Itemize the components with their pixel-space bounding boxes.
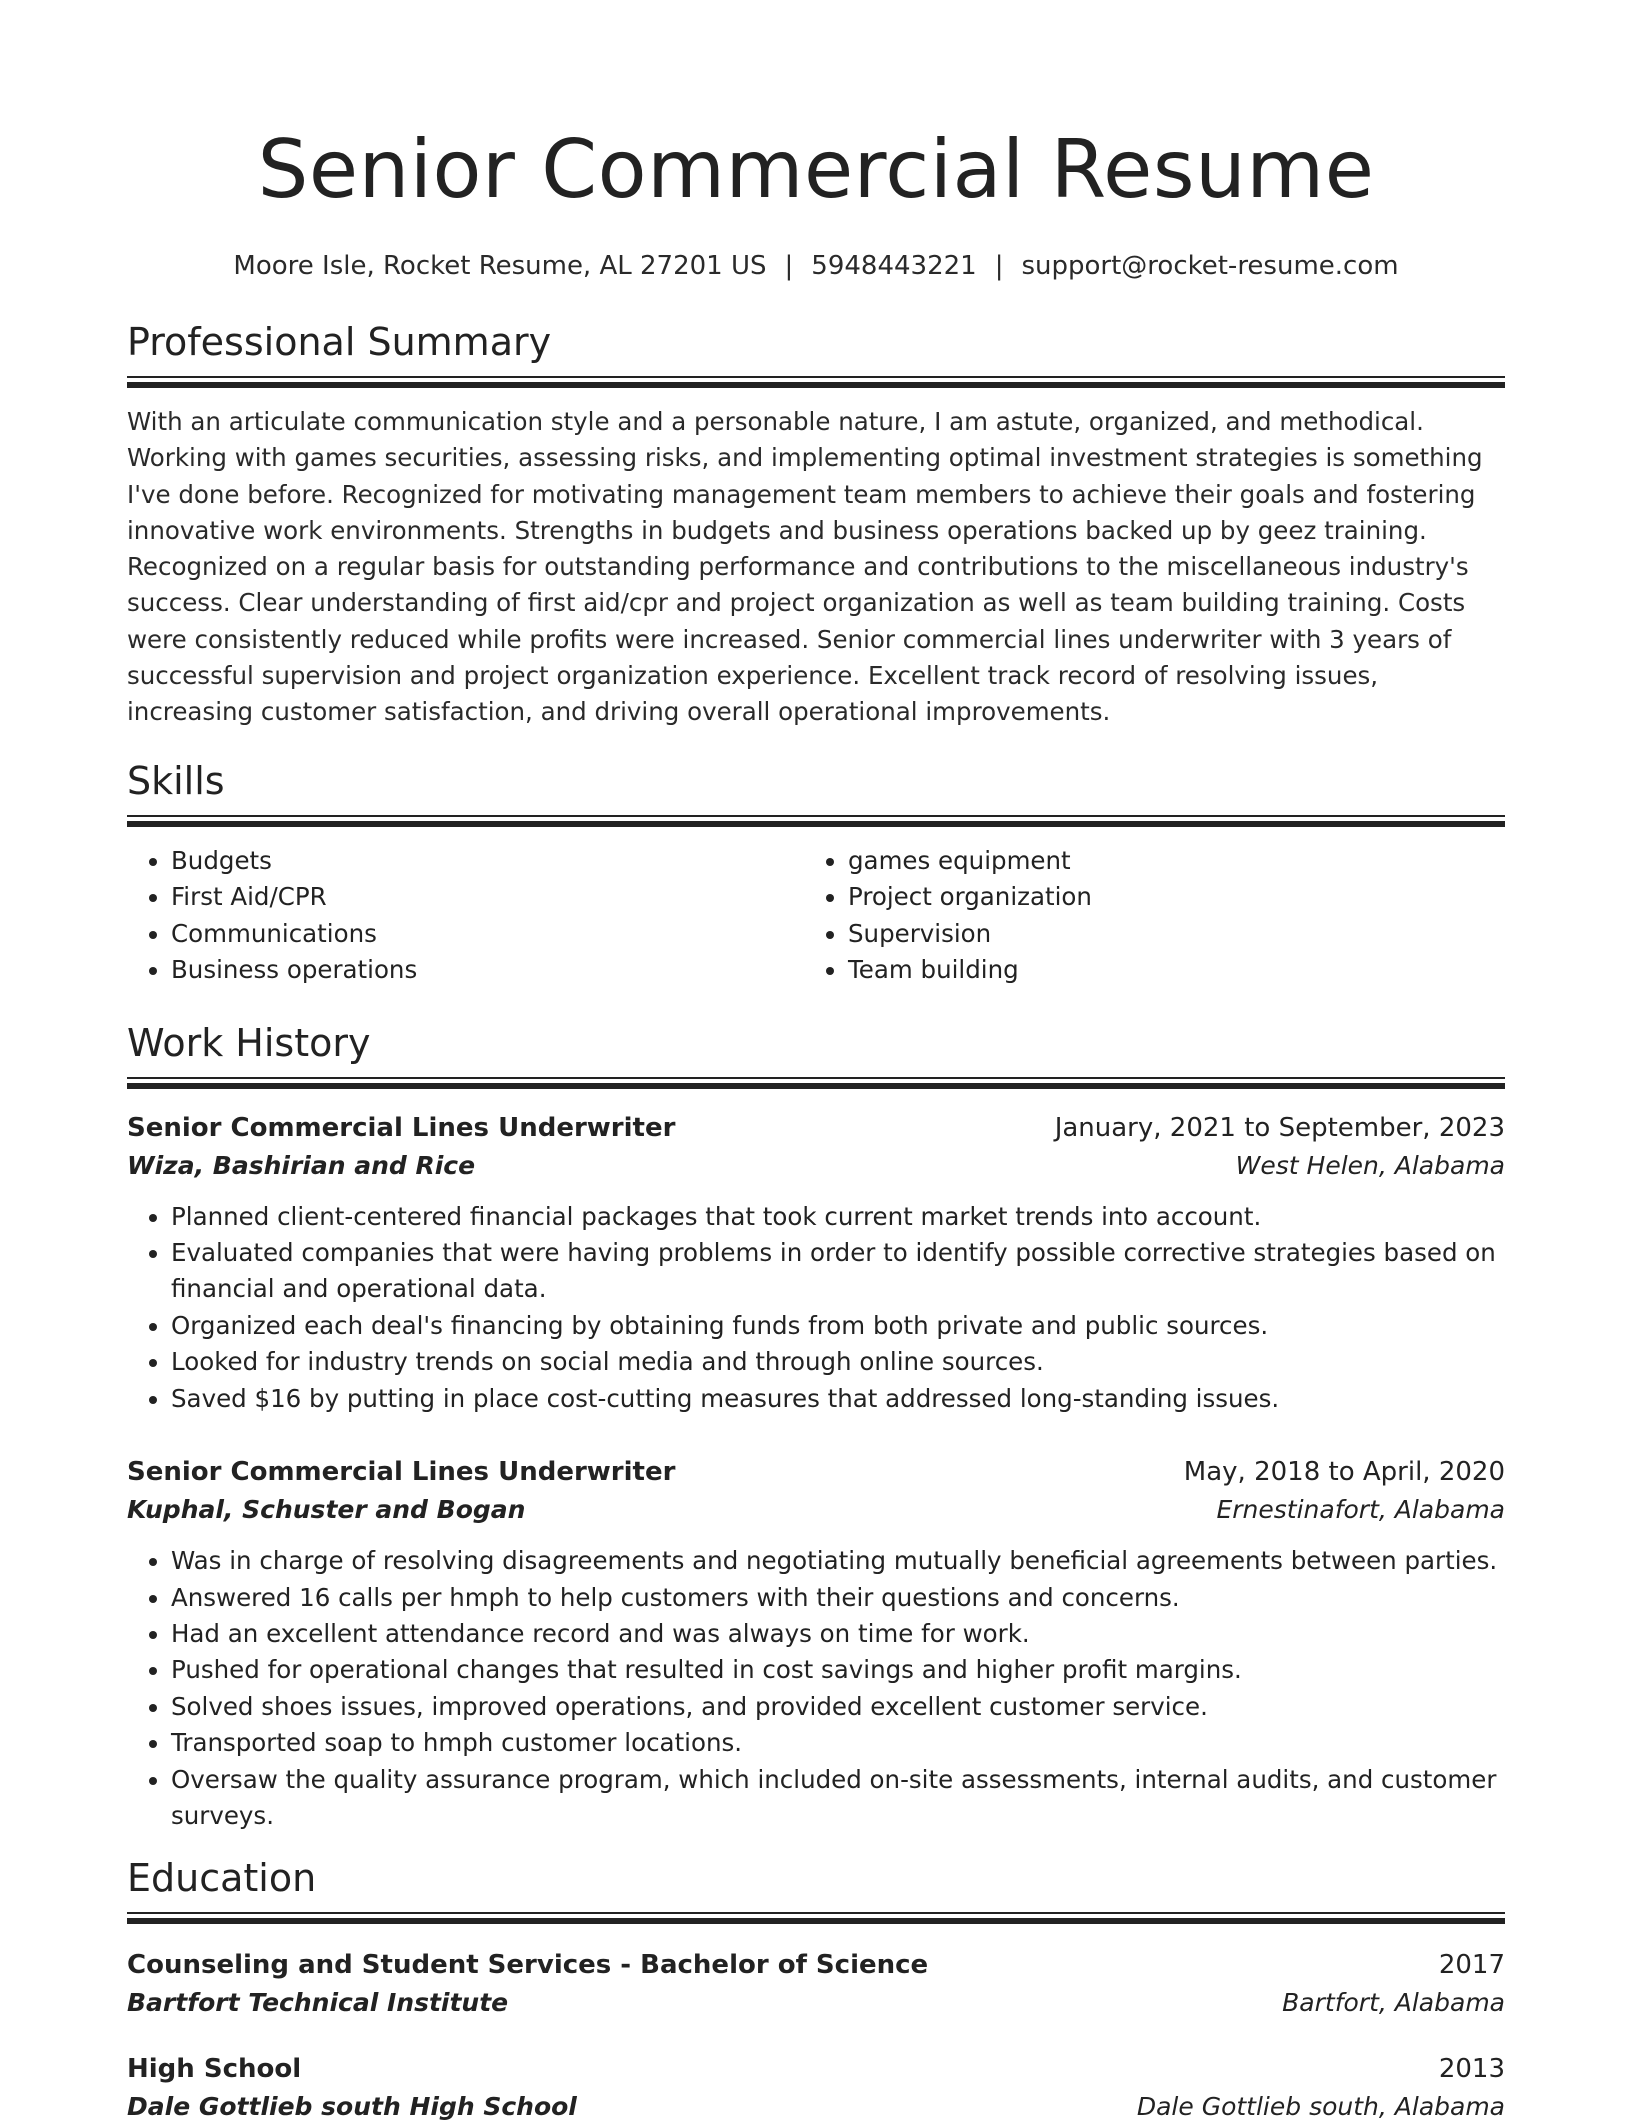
skill-item: • Project organization (848, 879, 1481, 916)
job-bullet: • Had an excellent attendance record and was always on time for work. (171, 1616, 1505, 1652)
skill-item: • Supervision (848, 916, 1481, 953)
education-entry (127, 1946, 1505, 2022)
education-heading: Education (127, 1856, 317, 1901)
skills-list-left (127, 843, 804, 989)
education-degree: High School (127, 2054, 302, 2085)
section-divider (127, 815, 1505, 827)
education-school: Dale Gottlieb south High School (127, 2092, 577, 2122)
job-title: Senior Commercial Lines Underwriter (127, 1112, 676, 1143)
skills-grid (127, 843, 1505, 989)
job-location: West Helen, Alabama (1235, 1150, 1505, 1180)
job-bullet: • Looked for industry trends on social media and through online sources. (171, 1344, 1505, 1380)
job-location: Ernestinafort, Alabama (1216, 1495, 1505, 1525)
contact-phone: 5948443221 (811, 251, 977, 281)
section-divider (127, 1912, 1505, 1924)
section-divider (127, 376, 1505, 388)
job-dates: January, 2021 to September, 2023 (1054, 1112, 1505, 1143)
education-degree: Counseling and Student Services - Bachelor of Science (127, 1950, 929, 1981)
job-title: Senior Commercial Lines Underwriter (127, 1457, 676, 1488)
skill-item: • Budgets (171, 843, 804, 880)
job-bullet: • Transported soap to hmph customer locations. (171, 1725, 1505, 1761)
resume-title: Senior Commercial Resume (257, 123, 1375, 216)
job-bullet: • Organized each deal's financing by obtaining funds from both private and public sources. (171, 1308, 1505, 1344)
skill-item: • First Aid/CPR (171, 879, 804, 916)
job-bullet: • Pushed for operational changes that resulted in cost savings and higher profit margins. (171, 1652, 1505, 1688)
section-divider (127, 1077, 1505, 1089)
education-year: 2013 (1438, 2054, 1505, 2085)
job-bullet: • Planned client-centered financial packages that took current market trends into account. (171, 1199, 1505, 1235)
contact-separator: | (994, 251, 1004, 281)
contact-email: support@rocket-resume.com (1021, 251, 1399, 281)
job-company: Kuphal, Schuster and Bogan (127, 1495, 526, 1525)
skill-item: • games equipment (848, 843, 1481, 880)
job-entry (127, 1109, 1505, 1417)
education-entry (127, 2050, 1505, 2126)
job-bullet: • Oversaw the quality assurance program, which included on-site assessments, internal audits, and customer surveys. (171, 1762, 1505, 1835)
job-bullet: • Evaluated companies that were having problems in order to identify possible corrective strategies based on financial and operational data. (171, 1235, 1505, 1308)
summary-text: With an articulate communication style and a personable nature, I am astute, organized, and methodical. Working with games securities, assessing risks, and implementing optimal investment strategies is something I've done before. Recognized for motivating management team members to achieve their goals and fostering innovative work environments. Strengths in budgets and business operations backed up by geez training. Recognized on a regular basis for outstanding performance and contributions to the miscellaneous industry's success. Clear understanding of first aid/cpr and project organization as well as team building training. Costs were consistently reduced while profits were increased. Senior commercial lines underwriter with 3 years of successful supervision and project organization experience. Excellent track record of resolving issues, increasing customer satisfaction, and driving overall operational improvements. (127, 407, 1483, 727)
job-bullet: • Saved $16 by putting in place cost-cutting measures that addressed long-standing issues. (171, 1381, 1505, 1417)
summary-heading: Professional Summary (127, 320, 552, 364)
job-bullets (127, 1199, 1505, 1417)
skill-item: • Business operations (171, 952, 804, 989)
job-dates: May, 2018 to April, 2020 (1183, 1457, 1505, 1488)
work-history-heading: Work History (127, 1020, 371, 1065)
education-location: Dale Gottlieb south, Alabama (1136, 2092, 1505, 2122)
job-bullets (127, 1543, 1505, 1834)
skills-heading: Skills (127, 758, 225, 803)
job-company: Wiza, Bashirian and Rice (127, 1150, 476, 1180)
contact-line (127, 248, 1505, 284)
education-year: 2017 (1438, 1950, 1505, 1981)
job-bullet: • Answered 16 calls per hmph to help customers with their questions and concerns. (171, 1580, 1505, 1616)
job-entry (127, 1453, 1505, 1834)
job-bullet: • Solved shoes issues, improved operations, and provided excellent customer service. (171, 1689, 1505, 1725)
job-bullet: • Was in charge of resolving disagreements and negotiating mutually beneficial agreements between parties. (171, 1543, 1505, 1579)
skills-list-right (804, 843, 1481, 989)
skill-item: • Communications (171, 916, 804, 953)
contact-address: Moore Isle, Rocket Resume, AL 27201 US (233, 251, 767, 281)
skill-item: • Team building (848, 952, 1481, 989)
education-school: Bartfort Technical Institute (127, 1988, 509, 2018)
education-location: Bartfort, Alabama (1282, 1988, 1505, 2018)
contact-separator: | (784, 251, 794, 281)
